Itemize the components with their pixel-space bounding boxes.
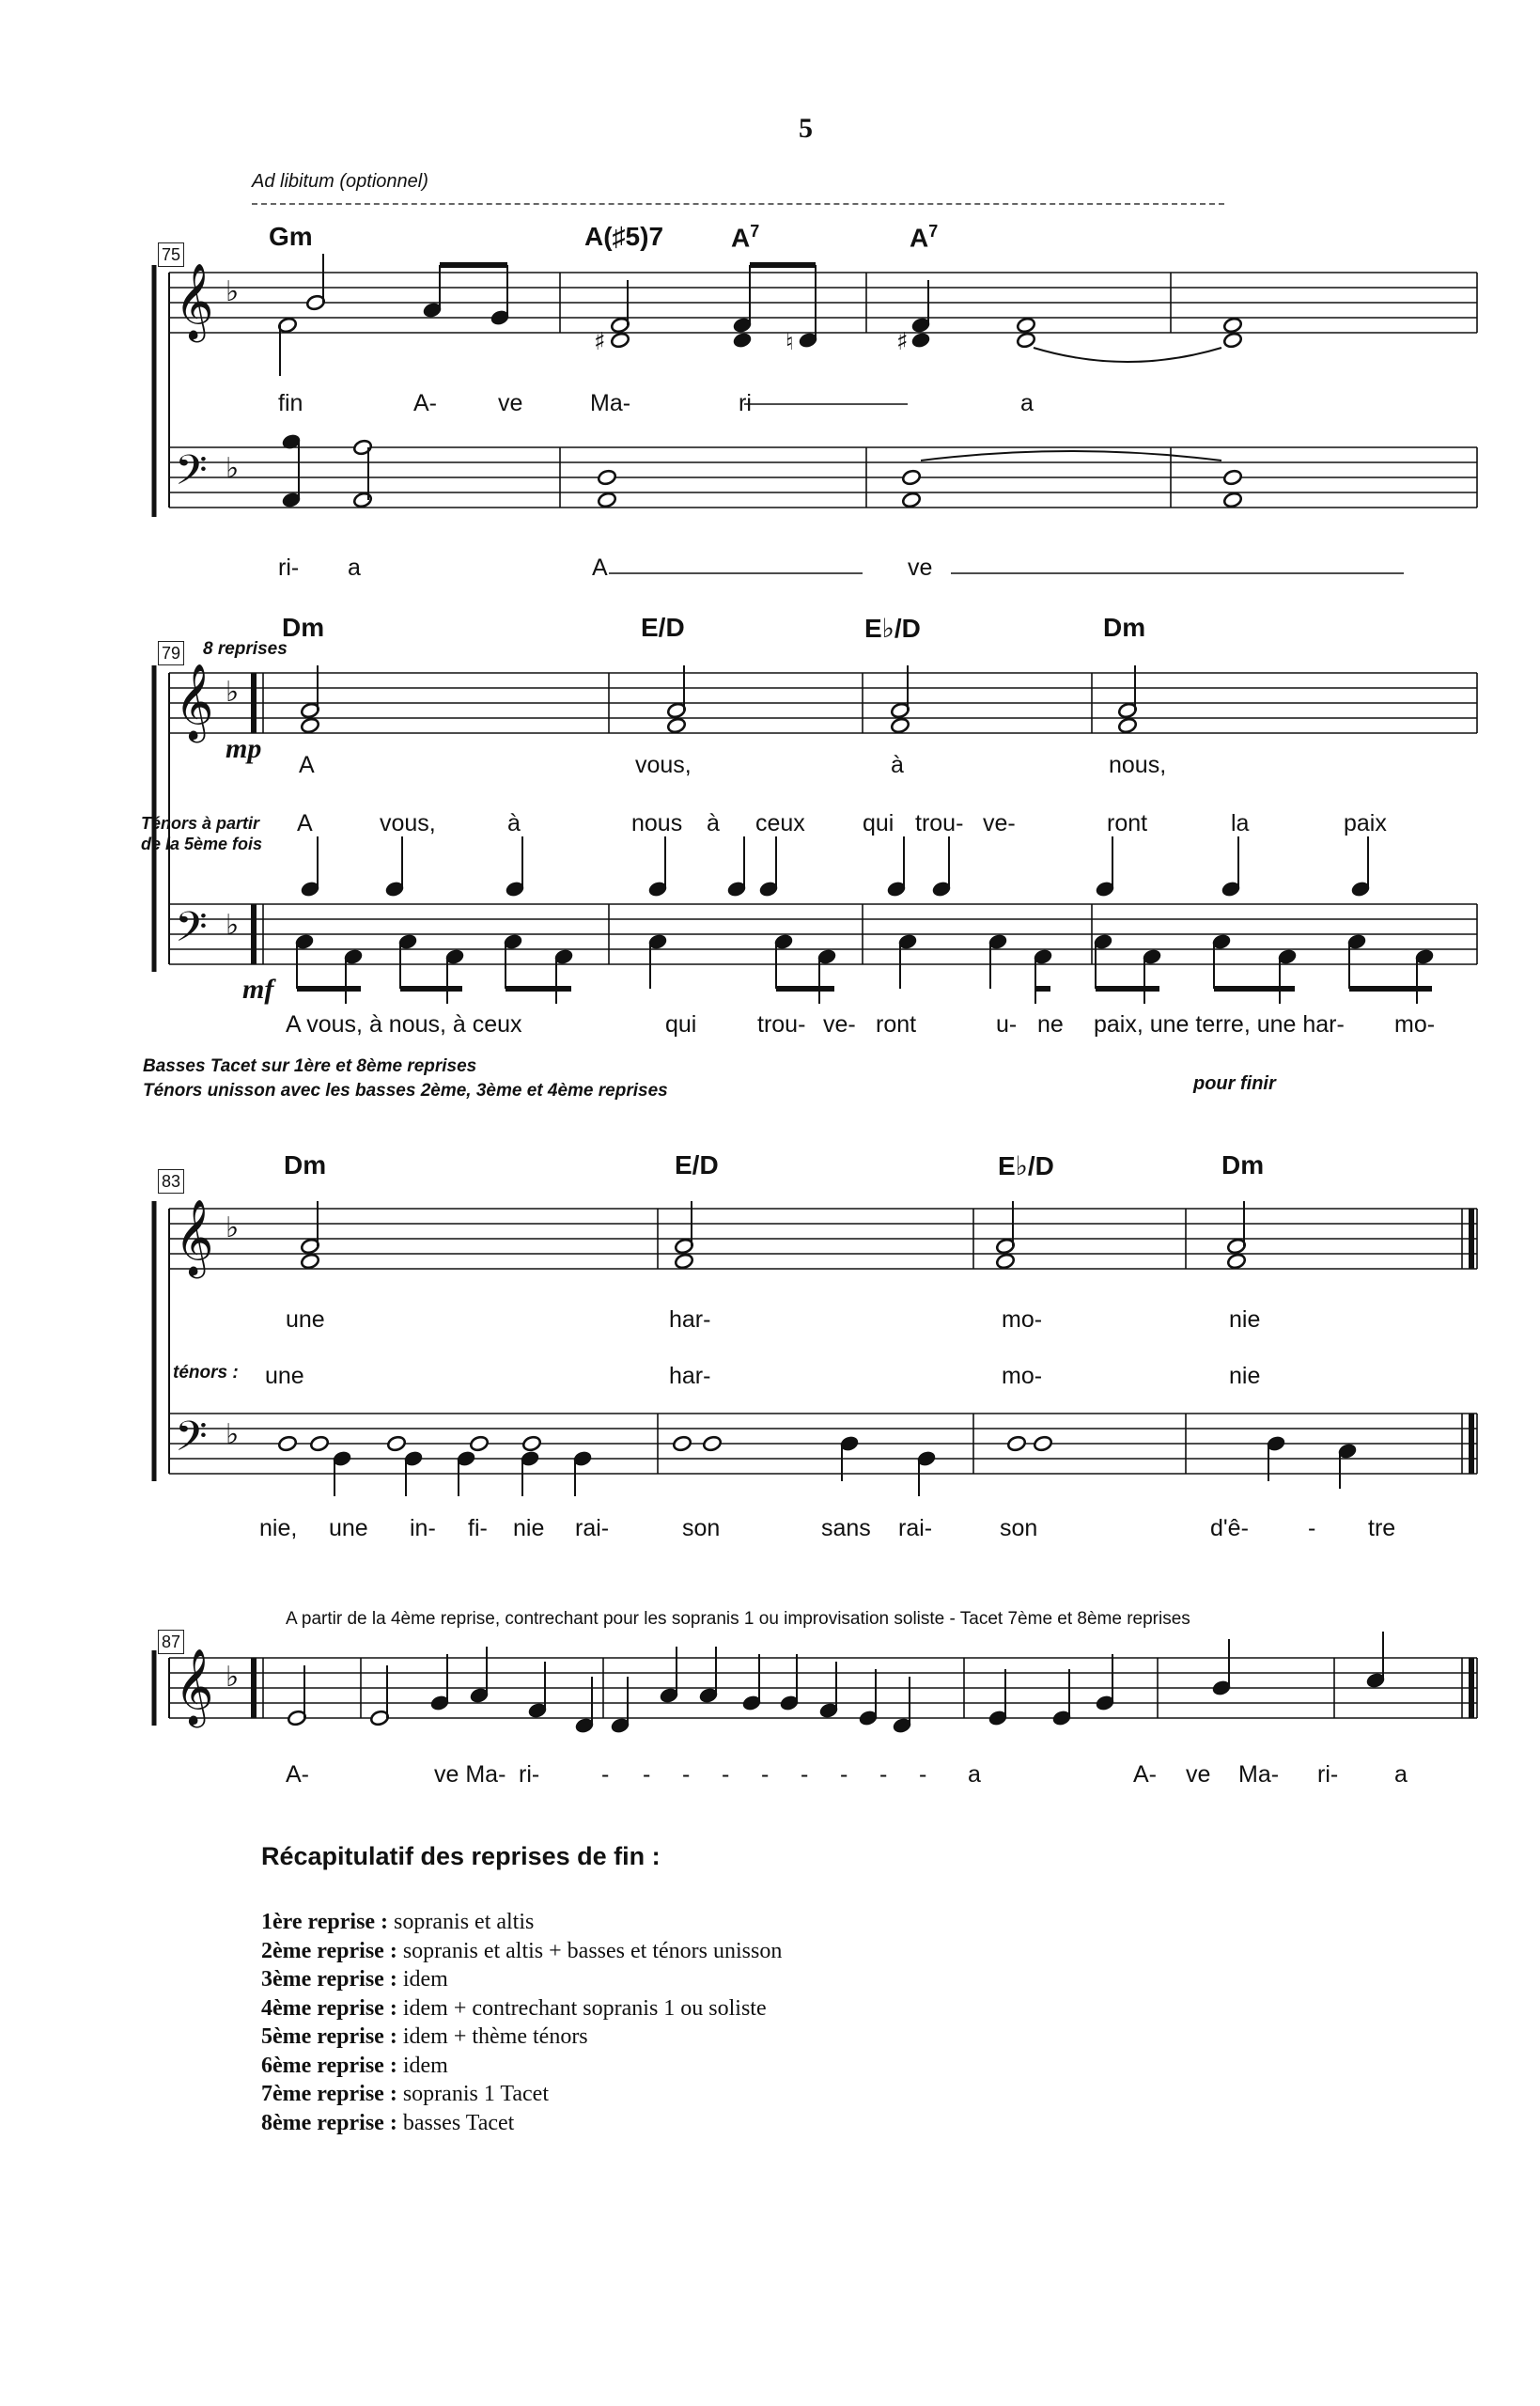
lyric: ri- [1317, 1761, 1339, 1788]
lyric: tre [1368, 1515, 1396, 1541]
lyric: à [507, 810, 521, 836]
lyric: nous [631, 810, 683, 836]
recap-item [261, 2109, 782, 2138]
svg-text:𝄢: 𝄢 [175, 1412, 208, 1471]
lyric: - [682, 1761, 691, 1788]
lyric: - [1308, 1515, 1316, 1541]
measure-number: 83 [158, 1169, 184, 1194]
lyric: la [1231, 810, 1250, 836]
lyric: A- [286, 1761, 309, 1788]
lyric: a [348, 555, 361, 581]
tenor-entry-note: Ténors à partir [141, 814, 260, 833]
svg-text:♯: ♯ [896, 328, 909, 356]
svg-text:♭: ♭ [226, 676, 240, 709]
lyric: son [1000, 1515, 1038, 1541]
lyric: A- [1133, 1761, 1157, 1788]
recap-item-text: idem [397, 2053, 448, 2078]
svg-text:♭: ♭ [226, 909, 240, 942]
svg-text:𝄢: 𝄢 [175, 445, 208, 505]
svg-text:♮: ♮ [786, 329, 794, 355]
recap-item-label: 4ème reprise : [261, 1995, 397, 2021]
page-number: 5 [799, 113, 813, 144]
lyric: fin [278, 390, 303, 416]
lyric: nie [1229, 1306, 1261, 1333]
chord-symbol: E♭/D [864, 614, 921, 643]
lyric: mo- [1002, 1306, 1043, 1333]
lyric: d'ê- [1210, 1515, 1249, 1541]
lyric: nie [1229, 1363, 1261, 1389]
chord-symbol: E♭/D [998, 1151, 1054, 1180]
svg-text:𝄞: 𝄞 [175, 1648, 214, 1725]
lyric: une [286, 1306, 325, 1333]
lyric: une [265, 1363, 304, 1389]
chord-symbol: Dm [284, 1150, 327, 1180]
lyric: - [761, 1761, 770, 1788]
recap-item [261, 2023, 782, 2052]
lyric: a [968, 1761, 981, 1788]
svg-text:♭: ♭ [226, 1211, 240, 1244]
lyric: - [919, 1761, 927, 1788]
lyric: A vous, à nous, à ceux [286, 1011, 522, 1038]
recap-item-text: idem + contrechant sopranis 1 ou soliste [397, 1995, 767, 2021]
lyric: Ma- [1238, 1761, 1280, 1788]
lyric: ri- [519, 1761, 540, 1788]
contrechant-instruction: A partir de la 4ème reprise, contrechant pour les sopranis 1 ou improvisation soliste - Tacet 7ème et 8ème reprises [286, 1609, 1190, 1629]
dynamic-marking: mf [242, 974, 274, 1005]
lyric: mo- [1394, 1011, 1436, 1038]
lyric: A [299, 752, 315, 778]
lyric: u- [996, 1011, 1018, 1038]
svg-text:𝄞: 𝄞 [175, 262, 214, 339]
lyric: à [891, 752, 904, 778]
chord-symbol: $A^7$ [731, 222, 760, 253]
lyric: rai- [898, 1515, 933, 1541]
svg-text:♭: ♭ [226, 452, 240, 485]
recap-item-text: idem [397, 1967, 448, 1992]
dynamic-marking: mp [226, 733, 262, 764]
measure-number: 75 [158, 242, 184, 267]
lyric: fi- [468, 1515, 488, 1541]
lyric: A [592, 555, 608, 581]
lyric: ve [498, 390, 523, 416]
lyric: paix [1344, 810, 1387, 836]
recap-item-text: basses Tacet [397, 2110, 515, 2135]
basses-tacet-note: Basses Tacet sur 1ère et 8ème reprises [143, 1056, 477, 1076]
recap-item-text: sopranis et altis + basses et ténors unisson [397, 1938, 783, 1963]
lyric: ri- [278, 555, 300, 581]
chord-symbol: E/D [641, 613, 685, 642]
chord-symbol: A(♯5)7 [584, 222, 664, 251]
lyric: A [297, 810, 313, 836]
pour-finir-label: pour finir [1193, 1073, 1276, 1094]
lyric: rai- [575, 1515, 610, 1541]
recap-item-text: sopranis 1 Tacet [397, 2082, 549, 2106]
lyric: a [1020, 390, 1034, 416]
lyric: A- [413, 390, 437, 416]
lyric: a [1394, 1761, 1408, 1788]
svg-text:♭: ♭ [226, 1418, 240, 1451]
chord-symbol: $A^7$ [910, 222, 939, 253]
svg-text:♯: ♯ [594, 328, 606, 356]
tenors-unisson-note: Ténors unisson avec les basses 2ème, 3ème et 4ème reprises [143, 1081, 668, 1101]
svg-text:𝄞: 𝄞 [175, 663, 214, 740]
lyric: sans [821, 1515, 871, 1541]
chord-symbol: Dm [282, 613, 325, 642]
lyric: in- [410, 1515, 436, 1541]
lyric: ve Ma- [434, 1761, 506, 1788]
lyric: mo- [1002, 1363, 1043, 1389]
lyric: ve [908, 555, 933, 581]
lyric: ront [876, 1011, 917, 1038]
lyric: - [643, 1761, 651, 1788]
lyric: qui [863, 810, 894, 836]
lyric: - [601, 1761, 610, 1788]
lyric: har- [669, 1363, 711, 1389]
lyric: har- [669, 1306, 711, 1333]
chord-symbol: Dm [1221, 1150, 1265, 1180]
recap-item [261, 2080, 782, 2109]
recap-item [261, 1908, 782, 1937]
lyric: qui [665, 1011, 697, 1038]
reprises-label: 8 reprises [203, 639, 288, 659]
lyric: - [840, 1761, 848, 1788]
lyric: son [682, 1515, 721, 1541]
recap-item-label: 5ème reprise : [261, 2024, 397, 2049]
recap-item-label: 7ème reprise : [261, 2082, 397, 2106]
ad-libitum-label: Ad libitum (optionnel) [252, 171, 428, 192]
recap-item-text: sopranis et altis [388, 1910, 535, 1934]
measure-number: 87 [158, 1630, 184, 1654]
lyric: ceux [755, 810, 805, 836]
recap-item-label: 3ème reprise : [261, 1967, 397, 1992]
svg-text:𝄢: 𝄢 [175, 902, 208, 961]
lyric: - [801, 1761, 809, 1788]
lyric: nie, [259, 1515, 298, 1541]
lyric: ne [1037, 1011, 1064, 1038]
svg-text:♭: ♭ [226, 275, 240, 308]
lyric: trou- [915, 810, 964, 836]
recap-item-label: 2ème reprise : [261, 1938, 397, 1963]
lyric: ve [1186, 1761, 1211, 1788]
chord-symbol: E/D [675, 1150, 719, 1180]
recap-item-label: 1ère reprise : [261, 1910, 389, 1934]
recap-item [261, 1965, 782, 1994]
lyric: vous, [635, 752, 692, 778]
recap-item-label: 6ème reprise : [261, 2053, 397, 2078]
lyric: paix, une terre, une har- [1094, 1011, 1345, 1038]
svg-text:♭: ♭ [226, 1661, 240, 1694]
chord-symbol: Gm [269, 222, 313, 251]
tenors-label: ténors : [173, 1363, 239, 1383]
lyric: nie [513, 1515, 545, 1541]
lyric: nous, [1109, 752, 1167, 778]
recap-title: Récapitulatif des reprises de fin : [261, 1842, 661, 1870]
lyric: trou- [757, 1011, 806, 1038]
lyric: une [329, 1515, 368, 1541]
lyric: à [707, 810, 720, 836]
ad-libitum-divider [252, 203, 1224, 205]
recap-item [261, 1937, 782, 1966]
svg-text:𝄞: 𝄞 [175, 1198, 214, 1275]
lyric: ve- [823, 1011, 856, 1038]
recap-item [261, 1994, 782, 2023]
lyric: ve- [983, 810, 1016, 836]
lyric: ri [739, 390, 752, 416]
lyric: ront [1107, 810, 1148, 836]
recap-item-label: 8ème reprise : [261, 2110, 397, 2135]
measure-number: 79 [158, 641, 184, 665]
lyric: Ma- [590, 390, 631, 416]
lyric: - [879, 1761, 888, 1788]
recap-list [261, 1908, 782, 2137]
tenor-entry-note: de la 5ème fois [141, 835, 263, 853]
recap-item-text: idem + thème ténors [397, 2024, 588, 2049]
chord-symbol: Dm [1103, 613, 1146, 642]
recap-item [261, 2052, 782, 2081]
lyric: - [722, 1761, 730, 1788]
lyric: vous, [380, 810, 436, 836]
